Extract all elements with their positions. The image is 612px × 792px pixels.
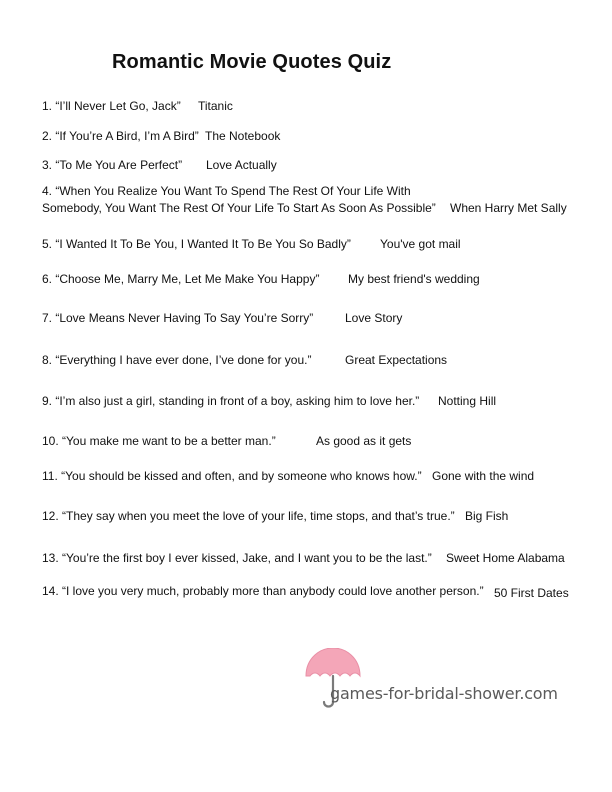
answer-text: Titanic — [198, 99, 233, 113]
answer-text: Notting Hill — [438, 394, 497, 408]
answer-text: 50 First Dates — [494, 586, 569, 600]
answer-text: The Notebook — [205, 129, 281, 143]
question-text: 10. “You make me want to be a better man.” — [42, 434, 276, 448]
quiz-item — [42, 271, 480, 287]
answer-text: As good as it gets — [316, 434, 412, 448]
logo-text: games-for-bridal-shower.com — [330, 684, 558, 703]
question-text: 13. “You’re the first boy I ever kissed, Jake, and I want you to be the last.” — [42, 551, 432, 565]
quiz-item — [42, 157, 277, 173]
question-text: 9. “I’m also just a girl, standing in front of a boy, asking him to love her.” — [42, 394, 420, 408]
quiz-item — [42, 183, 572, 215]
answer-text: Sweet Home Alabama — [446, 551, 565, 565]
quiz-item — [42, 433, 412, 449]
quiz-item — [42, 508, 509, 524]
question-text: 3. “To Me You Are Perfect” — [42, 158, 183, 172]
question-text: 12. “They say when you meet the love of your life, time stops, and that’s true.” — [42, 509, 455, 523]
quiz-item — [42, 583, 569, 600]
question-text-line1: 4. “When You Realize You Want To Spend The Rest Of Your Life With — [42, 184, 411, 198]
answer-text: Gone with the wind — [432, 469, 535, 483]
quiz-item — [42, 236, 461, 252]
question-text: 14. “I love you very much, probably more than anybody could love another person.” — [42, 584, 484, 598]
answer-text: Great Expectations — [345, 353, 448, 367]
quiz-item — [42, 128, 281, 144]
question-text: 6. “Choose Me, Marry Me, Let Me Make You Happy” — [42, 272, 320, 286]
question-text: 11. “You should be kissed and often, and by someone who knows how.” — [42, 469, 422, 483]
question-text: 1. “I’ll Never Let Go, Jack” — [42, 99, 181, 113]
answer-text: My best friend's wedding — [348, 272, 480, 286]
answer-text: When Harry Met Sally — [450, 201, 567, 215]
quiz-item — [42, 393, 497, 409]
question-text: 2. “If You’re A Bird, I’m A Bird” — [42, 129, 199, 143]
quiz-item — [42, 352, 448, 368]
quiz-item — [42, 550, 565, 566]
page-title: Romantic Movie Quotes Quiz — [112, 51, 392, 73]
answer-text: Love Actually — [206, 158, 277, 172]
answer-text: Love Story — [345, 311, 403, 325]
answer-text: Big Fish — [465, 509, 509, 523]
quiz-item — [42, 98, 233, 114]
quiz-item — [42, 468, 535, 484]
quiz-item — [42, 310, 403, 326]
answer-text: You've got mail — [380, 237, 461, 251]
question-text: 5. “I Wanted It To Be You, I Wanted It To Be You So Badly” — [42, 237, 351, 251]
question-text: 8. “Everything I have ever done, I’ve done for you.” — [42, 353, 312, 367]
question-text-line2: Somebody, You Want The Rest Of Your Life To Start As Soon As Possible” — [42, 201, 436, 215]
question-text: 7. “Love Means Never Having To Say You’re Sorry” — [42, 311, 314, 325]
